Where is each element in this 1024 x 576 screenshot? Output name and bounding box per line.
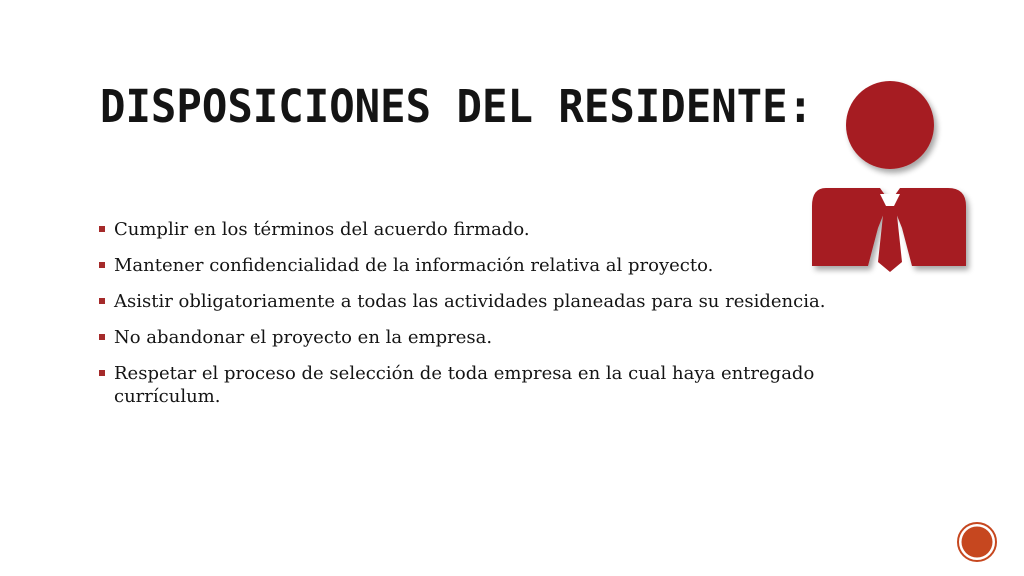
bullet-text: Asistir obligatoriamente a todas las actividades planeadas para su residencia. [114,291,826,312]
bullet-text: Mantener confidencialidad de la información relativa al proyecto. [114,255,714,276]
bullet-item [98,218,898,241]
bullet-item [98,290,898,313]
bullet-item [98,326,898,349]
bullet-square-icon [99,298,105,304]
bullet-item [98,254,898,277]
bullet-text: Cumplir en los términos del acuerdo firmado. [114,219,530,240]
bullet-item [98,362,898,408]
bullet-square-icon [99,226,105,232]
page-number-badge-icon [957,522,997,562]
bullet-square-icon [99,334,105,340]
bullet-square-icon [99,262,105,268]
slide-title: DISPOSICIONES DEL RESIDENTE: [100,80,814,133]
bullet-list [98,218,898,421]
person-with-tie-icon [808,78,978,278]
bullet-text: Respetar el proceso de selección de toda empresa en la cual haya entregado currículum. [114,363,815,407]
bullet-text: No abandonar el proyecto en la empresa. [114,327,493,348]
bullet-square-icon [99,370,105,376]
